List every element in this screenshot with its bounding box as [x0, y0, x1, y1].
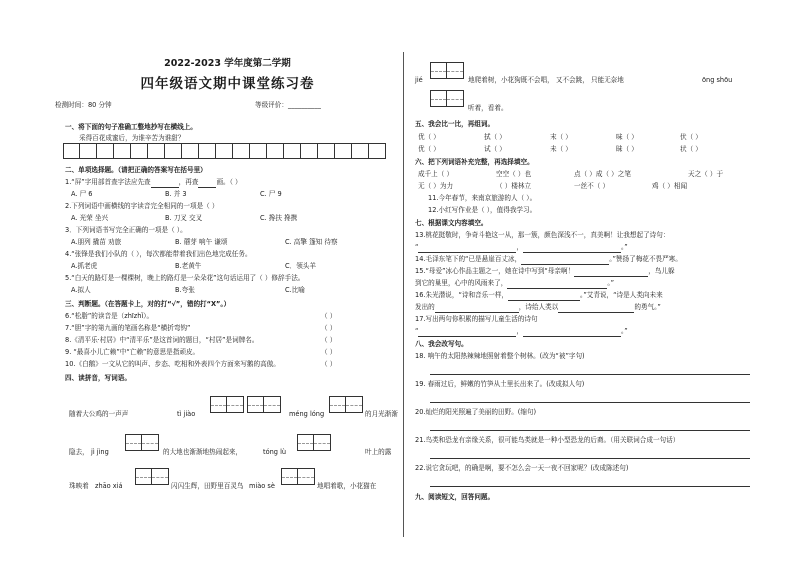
- s6-q11: 11.今年春节，来南京旅游的人（ ）。: [428, 194, 537, 202]
- py3-text-a: 珠映着: [69, 482, 89, 490]
- s6-row2-1[interactable]: 无（ ）为力: [418, 182, 454, 190]
- judge-10-answer[interactable]: （ ）: [321, 360, 337, 368]
- q1-blank-1[interactable]: [151, 178, 179, 188]
- s7-q16-blank-1[interactable]: [508, 291, 580, 301]
- s6-row1-1[interactable]: 成千上（ ）: [418, 170, 454, 178]
- py2-pinyin-a: jì jìng: [91, 448, 109, 456]
- py3-box-a[interactable]: [135, 468, 169, 485]
- s8-q20: 20.灿烂的阳光照遍了美丽的田野。(缩句): [415, 408, 537, 416]
- q4-option-c: C．领头羊: [285, 262, 316, 270]
- py2-text-a: 隐去，: [69, 448, 89, 456]
- py2-box-a[interactable]: [125, 434, 159, 451]
- s5-row2-4[interactable]: 昧（ ）: [616, 145, 638, 153]
- q1-option-a: A. 尸 6: [71, 190, 93, 198]
- s7-q17-answer: “ ， 。”: [415, 327, 628, 335]
- grade-label: 等级评价：__________: [255, 101, 321, 109]
- s6-row2-2[interactable]: （ ）楼林立: [496, 182, 532, 190]
- py3-pinyin-b: miào sè: [249, 482, 275, 490]
- py3-pinyin-a: zhāo xiá: [95, 482, 123, 490]
- s6-row1-2[interactable]: 空空（ ）也: [496, 170, 532, 178]
- q1-option-c: C. 尸 9: [260, 190, 282, 198]
- q3-option-a: A.朋列 撬苗 劝旅: [71, 238, 122, 246]
- s5-row2-5[interactable]: 状（ ）: [680, 145, 702, 153]
- s8-q19-answer-line[interactable]: [430, 402, 750, 403]
- py2-box-b[interactable]: [297, 434, 331, 451]
- copy-sentence: 采得百花成蜜后，为谁辛苦为谁甜？: [79, 134, 185, 142]
- q5-option-a: A.拟人: [71, 286, 91, 294]
- judge-10: 10.《白鹅》一文从它的叫声、步态、吃相和外表四个方面来写鹅的高傲。: [65, 360, 280, 368]
- py2-text-c: 叶上的露: [365, 448, 392, 456]
- s7-q15-line2: 到它的巢里，心中的风雨来了， 。”: [415, 279, 615, 287]
- py2-text-b: 的大地也渐渐地热闹起来，: [163, 448, 243, 456]
- py4-pinyin-b: ōng shōu: [702, 76, 733, 84]
- question-2: 2.下列词语中画横线的字读音完全相同的一项是（ ）: [65, 202, 219, 210]
- s8-q21: 21.鸟类和恐龙有亲缘关系，很可能鸟类就是一种小型恐龙的后裔。（用关联词合成一句话）: [415, 436, 680, 444]
- section-7-title: 七、根据课文内容填空。: [415, 219, 488, 227]
- judge-8-answer[interactable]: （ ）: [321, 336, 337, 344]
- judge-8: 8.《清平乐·村居》中“清平乐”是这首词的题目，“村居”是词牌名。: [65, 336, 259, 344]
- s5-row2-2[interactable]: 试（ ）: [484, 145, 506, 153]
- judge-6: 6.“松脂”的读音是（zhīzhǐ）。: [65, 312, 154, 320]
- s5-row1-3[interactable]: 末（ ）: [550, 133, 572, 141]
- judge-7-answer[interactable]: （ ）: [321, 324, 337, 332]
- s7-q16-line2: 发出的 ，诗给人类以 的勇气。”: [415, 303, 661, 311]
- s7-q17-blank-1[interactable]: [418, 327, 516, 337]
- s7-q17-blank-2[interactable]: [523, 327, 621, 337]
- s7-q13-blank-2[interactable]: [523, 243, 621, 253]
- s7-q15-blank-1[interactable]: [574, 267, 648, 277]
- s8-q18: 18. 响午的太阳热辣辣地照射着整个树林。(改为“被”字句): [415, 352, 585, 360]
- s7-q13: 13.桃花挺敬时，争奇斗艳这一从，那一簇，颜色深浅不一，真美啊！让我想起了诗句：: [415, 231, 670, 239]
- s6-row1-3[interactable]: 点（ ）成（ ）之笔: [574, 170, 631, 178]
- copy-grid[interactable]: [63, 143, 386, 159]
- py4-box-b[interactable]: [430, 90, 464, 107]
- s5-row1-1[interactable]: 优（ ）: [418, 133, 440, 141]
- year-term: 2022-2023 学年度第二学期: [164, 58, 291, 69]
- py1-text-b: 的月光渐渐: [365, 410, 398, 418]
- judge-6-answer[interactable]: （ ）: [321, 312, 337, 320]
- s7-q14: 14.毛泽东笔下的“已是悬崖百丈冰， 。”赞扬了梅花不畏严寒。: [415, 255, 682, 263]
- q4-option-a: A.抓老虎: [71, 262, 98, 270]
- section-1-title: 一、将下面的句子准确工整地抄写在横线上。: [65, 123, 197, 131]
- q1-option-b: B. 并 3: [165, 190, 187, 198]
- q2-option-b: B. 刀叉 交叉: [165, 214, 203, 222]
- question-4: 4.“张锋是我们小队的（ ），每次都能带着我们出色地完成任务。: [65, 250, 252, 258]
- s8-q22-answer-line[interactable]: [430, 486, 750, 487]
- q2-option-c: C. 搀扶 搀携: [260, 214, 298, 222]
- s6-q12: 12.小红写作业是（ ），值得我学习。: [428, 206, 537, 214]
- section-2-title: 二、单项选择题。（请把正确的答案写在括号里）: [65, 166, 207, 174]
- q2-option-a: A. 光荣 坐兴: [71, 214, 109, 222]
- q5-option-b: B.夸张: [175, 286, 195, 294]
- s5-row2-1[interactable]: 优（ ）: [418, 145, 440, 153]
- s7-q16-blank-2[interactable]: [435, 303, 519, 313]
- left-column: [55, 0, 400, 562]
- py4-box-a[interactable]: [430, 62, 464, 79]
- s5-row2-3[interactable]: 未（ ）: [550, 145, 572, 153]
- s7-q13-answer: “ ， 。”: [415, 243, 628, 251]
- s7-q14-blank[interactable]: [521, 255, 609, 265]
- py1-pinyin-a: tì jiào: [177, 410, 196, 418]
- s7-q15-blank-2[interactable]: [507, 279, 607, 289]
- py4-pinyin-a: jié: [415, 76, 423, 84]
- q3-option-c: C. 高擎 篷知 待察: [285, 238, 338, 246]
- py4-text: 地爬着树，小花狗既不会唱， 又不会跳， 只能无奈地: [468, 76, 624, 84]
- py1-pinyin-b: méng lóng: [289, 410, 325, 418]
- s5-row1-2[interactable]: 拭（ ）: [484, 133, 506, 141]
- q1-blank-2[interactable]: [198, 178, 216, 188]
- section-5-title: 五、我会比一比，再组词。: [415, 120, 495, 128]
- right-column: [412, 0, 757, 562]
- s7-q16-blank-3[interactable]: [558, 303, 634, 313]
- section-3-title: 三、判断题。（在答题卡上，对的打“√”，错的打“X”。）: [65, 300, 231, 308]
- q4-option-b: B.老黄牛: [175, 262, 202, 270]
- py2-pinyin-b: tóng lù: [263, 448, 287, 456]
- s6-row2-4[interactable]: 鸡（ ）相闻: [652, 182, 688, 190]
- py1-text-a: 随着大公鸡的一声声: [69, 410, 129, 418]
- py3-text-b: 闪闪生辉，田野里百灵鸟: [171, 482, 244, 490]
- s8-q20-answer-line[interactable]: [430, 430, 750, 431]
- s7-q13-blank-1[interactable]: [418, 243, 516, 253]
- s8-q18-answer-line[interactable]: [430, 374, 750, 375]
- py1-box-b[interactable]: [329, 396, 363, 413]
- s7-q17: 17.写出两句你积累的描写儿童生活的诗句: [415, 315, 538, 323]
- s8-q19: 19. 春雨过后，鲜嫩的竹笋从土里长出来了。(改成拟人句): [415, 380, 585, 388]
- judge-7: 7.“胆”字的第九画的笔画名称是“横折弯钩”: [65, 324, 191, 332]
- grade-blank[interactable]: __________: [287, 101, 321, 109]
- s5-row1-4[interactable]: 味（ ）: [616, 133, 638, 141]
- question-3: 3．下列词语书写完全正确的一项是（ ）。: [65, 226, 187, 234]
- py3-text-c: 地唱着歌，小花猫在: [317, 482, 377, 490]
- section-9-title: 九、阅读短文，回答问题。: [415, 493, 495, 501]
- s8-q22: 22.说它贪玩吧，的确是啊，要不怎么会一天一夜不回家呢？(改成陈述句): [415, 464, 629, 472]
- py1-box-a2[interactable]: [247, 396, 281, 413]
- column-divider: [403, 52, 404, 537]
- q3-option-b: B. 蘑芽 响午 谦颂: [175, 238, 228, 246]
- s5-row1-5[interactable]: 伏（ ）: [680, 133, 702, 141]
- py5-text: 听着，看着。: [468, 104, 508, 112]
- s7-q16: 16.朱光潜说，“诗和音乐一样， 。”艾青说，“诗是人类向未来: [415, 291, 663, 299]
- question-1: 1.“屏”字用部首查字法应先查 ，再查 画。（ ）: [65, 178, 242, 186]
- exam-title: 四年级语文期中课堂练习卷: [140, 76, 315, 92]
- section-4-title: 四、读拼音，写词语。: [65, 374, 131, 382]
- time-label: 检测时间：80 分钟: [55, 101, 112, 109]
- py3-box-b[interactable]: [281, 468, 315, 485]
- judge-9: 9. “最喜小儿亡赖”中“亡赖”的意思是指顽皮。: [65, 348, 200, 356]
- py1-box-a[interactable]: [210, 396, 244, 413]
- q5-option-c: C.比喻: [285, 286, 305, 294]
- section-8-title: 八、我会改写句。: [415, 340, 468, 348]
- question-5: 5.“白天的路灯是一棵棵树，晚上的路灯是一朵朵花”这句话运用了（ ）修辞手法。: [65, 274, 305, 282]
- s8-q21-answer-line[interactable]: [430, 458, 750, 459]
- s6-row1-4[interactable]: 天之（ ）于: [688, 170, 724, 178]
- s6-row2-3[interactable]: 一丝不（ ）: [574, 182, 610, 190]
- section-6-title: 六、把下列词语补充完整，再选择填空。: [415, 158, 534, 166]
- s7-q15: 15.“母爱”冰心作品主题之一，她在诗中写到“母亲啊！ ，鸟儿躲: [415, 267, 675, 275]
- judge-9-answer[interactable]: （ ）: [321, 348, 337, 356]
